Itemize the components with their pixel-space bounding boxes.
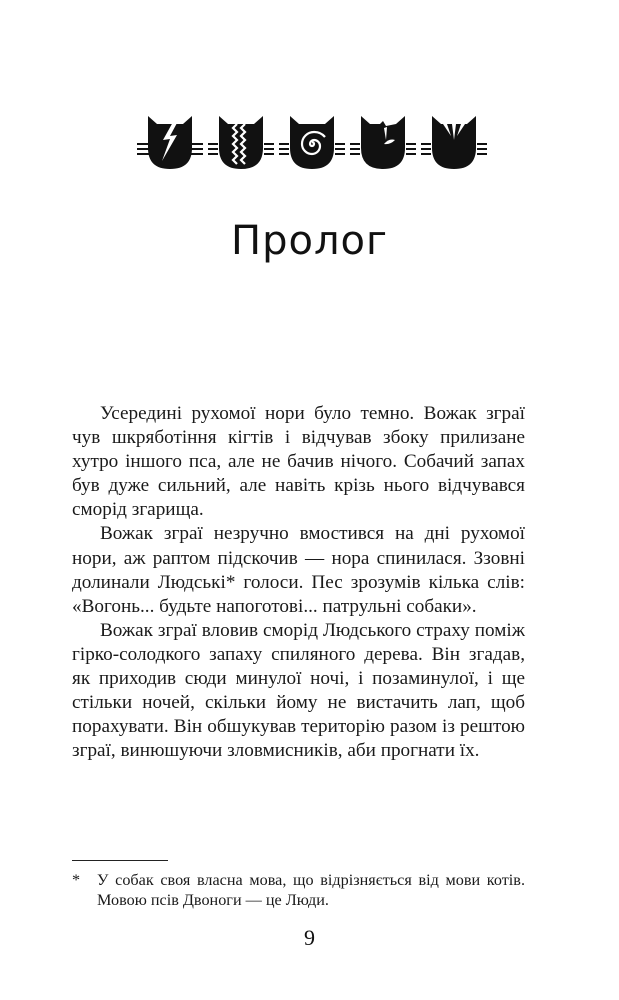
page-number: 9 bbox=[304, 925, 315, 950]
claw-marks-cat-icon bbox=[421, 114, 487, 170]
footnote-text: У собак своя власна мова, що відрізняється від мови котів. Мовою псів Двоноги — це Люди. bbox=[97, 871, 525, 909]
footnote-mark: * bbox=[72, 871, 81, 889]
paragraph: Усередині рухомої нори було темно. Вожак зграї чув шкряботіння кігтів і відчував збоку прилизане хутро іншого пса, але не бачив нічого. Собачий запах був дуже сильний, але навіть крізь нього відчувався сморід згарища. bbox=[72, 403, 525, 521]
leaf-cat-icon bbox=[350, 114, 416, 170]
lightning-cat-icon bbox=[137, 114, 203, 170]
footnote-divider bbox=[72, 860, 168, 861]
paragraph: Вожак зграї вловив сморід Людського страху поміж гірко-солодкого запаху спиляного дерева. Він згадав, як приходив сюди минулої ночі, і позаминулої, і ще стільки ночей, скільки йому не вистачить лап, щоб порахувати. Він обшукував територію разом із рештою зграї, винюшуючи зловмисників, аби прогнати їх. bbox=[72, 619, 525, 762]
wavy-lines-cat-icon bbox=[208, 114, 274, 170]
chapter-body bbox=[72, 402, 525, 763]
chapter-title: Пролог bbox=[231, 218, 388, 264]
clan-emblems-row bbox=[137, 114, 487, 170]
paragraph: Вожак зграї незручно вмостився на дні рухомої нори, аж раптом підскочив — нора спинилася. Ззовні долинали Людські* голоси. Пес зрозумів кілька слів: «Вогонь... будьте напоготові... патрульні собаки». bbox=[72, 523, 525, 617]
footnote bbox=[72, 870, 525, 910]
spiral-cat-icon bbox=[279, 114, 345, 170]
